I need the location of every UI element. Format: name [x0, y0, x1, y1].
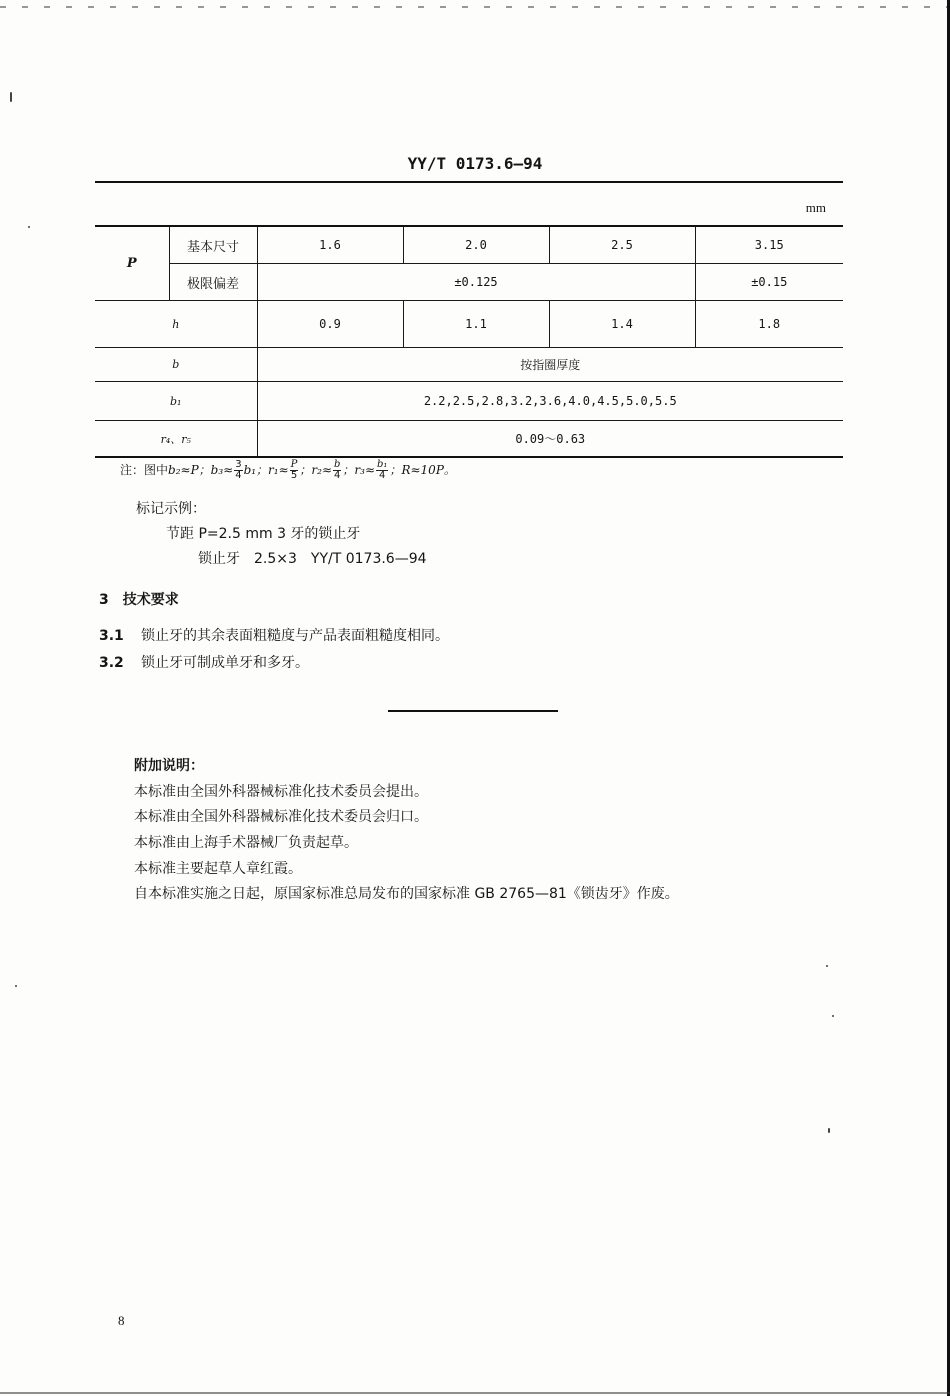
clause-3-1: [99, 625, 449, 645]
appendix-line: 本标准由全国外科器械标准化技术委员会归口。: [134, 809, 428, 825]
fraction-numerator: 3: [235, 459, 242, 470]
table-cell: 1.8: [695, 301, 843, 348]
clause-text: 锁止牙可制成单牙和多牙。: [141, 655, 309, 671]
dimension-table: [95, 225, 843, 458]
note-r3: ；r₃≈: [342, 463, 376, 477]
appendix-title: 附加说明：: [134, 758, 204, 774]
fraction: [234, 460, 242, 481]
scan-edge-top: [0, 6, 950, 8]
scan-speck: [28, 226, 30, 228]
scan-speck: [15, 985, 17, 987]
section-3-title: 3 技术要求: [99, 592, 179, 608]
table-row: [95, 226, 843, 264]
clause-number: 3.1: [99, 628, 124, 644]
row-header-p: P: [95, 226, 169, 301]
note-b1r1: b₁；r₁≈: [243, 463, 289, 477]
table-cell: 按指圈厚度: [257, 348, 843, 382]
note-prefix: 注：图中: [120, 463, 169, 477]
tolerance-label: 极限偏差: [169, 264, 257, 301]
fraction: [376, 460, 388, 481]
scan-speck: [826, 965, 828, 967]
table-cell: 2.0: [403, 226, 549, 264]
basic-size-label: 基本尺寸: [169, 226, 257, 264]
clause-text: 锁止牙的其余表面粗糙度与产品表面粗糙度相同。: [141, 628, 449, 644]
appendix-line: 本标准主要起草人章红霞。: [134, 861, 302, 877]
table-cell: 0.9: [257, 301, 403, 348]
marking-description: 节距 P=2.5 mm 3 牙的锁止牙: [166, 526, 361, 542]
table-cell: 1.6: [257, 226, 403, 264]
section-divider: [388, 710, 558, 712]
table-cell: 2.5: [549, 226, 695, 264]
appendix-line: 本标准由上海手术器械厂负责起草。: [134, 835, 358, 851]
table-cell: 1.4: [549, 301, 695, 348]
fraction: [290, 460, 299, 481]
scan-speck: [832, 1015, 834, 1017]
row-header-r: r₄、r₅: [95, 421, 257, 458]
table-row: [95, 382, 843, 421]
header-rule: [95, 181, 843, 183]
fraction-numerator: b: [334, 459, 341, 470]
table-row: [95, 301, 843, 348]
fraction-denominator: 4: [379, 470, 386, 481]
appendix-line: 本标准由全国外科器械标准化技术委员会提出。: [134, 784, 428, 800]
row-header-h: h: [95, 301, 257, 348]
table-row: [95, 264, 843, 301]
scan-speck: [828, 1128, 830, 1133]
note-r2: ；r₂≈: [299, 463, 333, 477]
clause-number: 3.2: [99, 655, 124, 671]
clause-3-2: [99, 652, 309, 672]
marking-title: 标记示例：: [136, 501, 206, 517]
table-cell: 1.1: [403, 301, 549, 348]
row-header-b: b: [95, 348, 257, 382]
row-header-b1: b₁: [95, 382, 257, 421]
fraction-numerator: P: [290, 459, 298, 470]
table-cell: ±0.15: [695, 264, 843, 301]
appendix-line: 自本标准实施之日起，原国家标准总局发布的国家标准 GB 2765—81《锁齿牙》作废。: [134, 886, 679, 902]
note-tail: ；R≈10P。: [389, 463, 456, 477]
table-cell: 2.2,2.5,2.8,3.2,3.6,4.0,4.5,5.0,5.5: [257, 382, 843, 421]
marking-example: 锁止牙 2.5×3 YY/T 0173.6—94: [198, 551, 427, 567]
table-row: [95, 421, 843, 458]
fraction: [333, 460, 341, 481]
table-row: [95, 348, 843, 382]
table-cell: ±0.125: [257, 264, 695, 301]
page-number: 8: [118, 1313, 125, 1328]
note-b2: b₂≈P；b₃≈: [168, 463, 234, 477]
fraction-denominator: 4: [235, 470, 242, 481]
standard-number-header: YY/T 0173.6—94: [407, 154, 543, 173]
fraction-denominator: 4: [334, 470, 341, 481]
scan-speck: [10, 92, 12, 102]
fraction-denominator: 5: [290, 470, 298, 481]
table-note: [120, 460, 456, 481]
table-cell: 3.15: [695, 226, 843, 264]
unit-label: mm: [805, 200, 826, 215]
fraction-numerator: b₁: [377, 459, 388, 470]
scan-edge-bottom: [0, 1392, 950, 1394]
table-cell: 0.09～0.63: [257, 421, 843, 458]
